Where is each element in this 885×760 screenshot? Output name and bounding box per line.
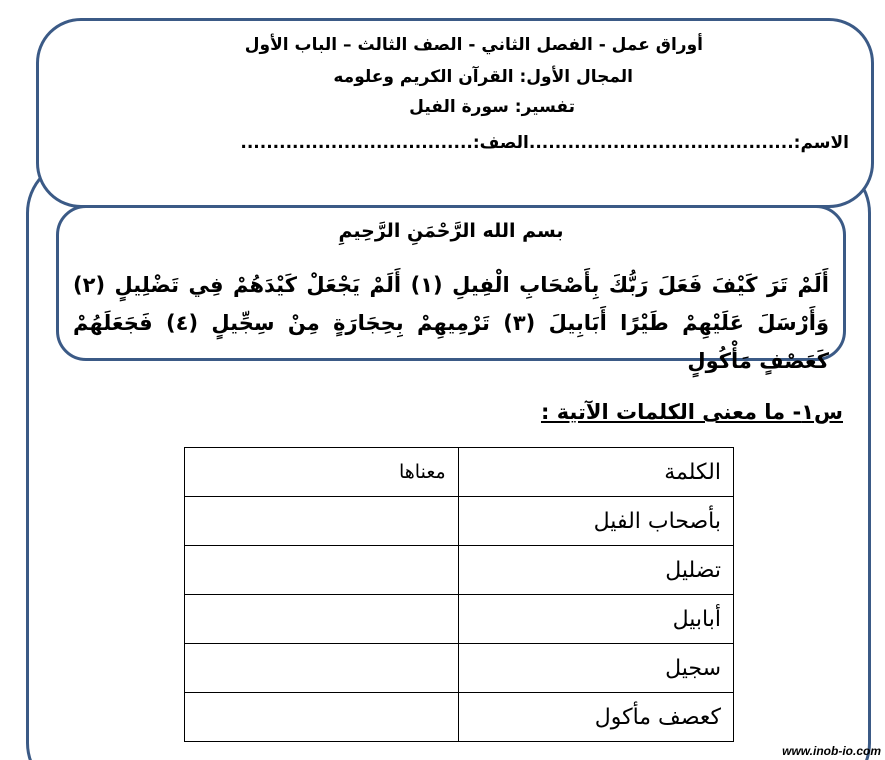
table-row	[185, 693, 734, 742]
table-header-row	[185, 448, 734, 497]
meaning-cell[interactable]	[185, 497, 459, 546]
surah-box	[56, 205, 846, 373]
meaning-cell[interactable]	[185, 595, 459, 644]
word-cell: سجيل	[458, 644, 733, 693]
name-class-line: الاسم:.........................................الصف:....................................	[240, 133, 849, 153]
header-word: الكلمة	[458, 448, 733, 497]
field-title: المجال الأول: القرآن الكريم وعلومه	[333, 67, 633, 87]
basmala: بسم الله الرَّحْمَنِ الرَّحِيمِ	[338, 220, 564, 242]
header-meaning: معناها	[185, 448, 459, 497]
meaning-cell[interactable]	[185, 546, 459, 595]
header-box	[36, 18, 874, 208]
question-title: س١- ما معنى الكلمات الآتية :	[540, 400, 843, 424]
site-watermark: www.inob-io.com	[782, 744, 881, 758]
word-cell: بأصحاب الفيل	[458, 497, 733, 546]
surah-verses: أَلَمْ تَرَ كَيْفَ فَعَلَ رَبُّكَ بِأَصْحَابِ الْفِيلِ (١) أَلَمْ يَجْعَلْ كَيْدَهُمْ فِي تَضْلِيلٍ (٢) وَأَرْسَلَ عَلَيْهِمْ طَيْرًا أَبَابِيلَ (٣) تَرْمِيهِمْ بِحِجَارَةٍ مِنْ سِجِّيلٍ (٤) فَجَعَلَهُمْ كَعَصْفٍ مَأْكُولٍ	[73, 273, 830, 373]
table-row	[185, 546, 734, 595]
table-row	[185, 497, 734, 546]
words-table	[184, 447, 734, 742]
worksheet-title: أوراق عمل - الفصل الثاني - الصف الثالث – الباب الأول	[244, 35, 703, 55]
table-row	[185, 644, 734, 693]
table-row	[185, 595, 734, 644]
word-cell: تضليل	[458, 546, 733, 595]
meaning-cell[interactable]	[185, 693, 459, 742]
word-cell: كعصف مأكول	[458, 693, 733, 742]
meaning-cell[interactable]	[185, 644, 459, 693]
word-cell: أبابيل	[458, 595, 733, 644]
lesson-title: تفسير: سورة الفيل	[409, 97, 575, 117]
